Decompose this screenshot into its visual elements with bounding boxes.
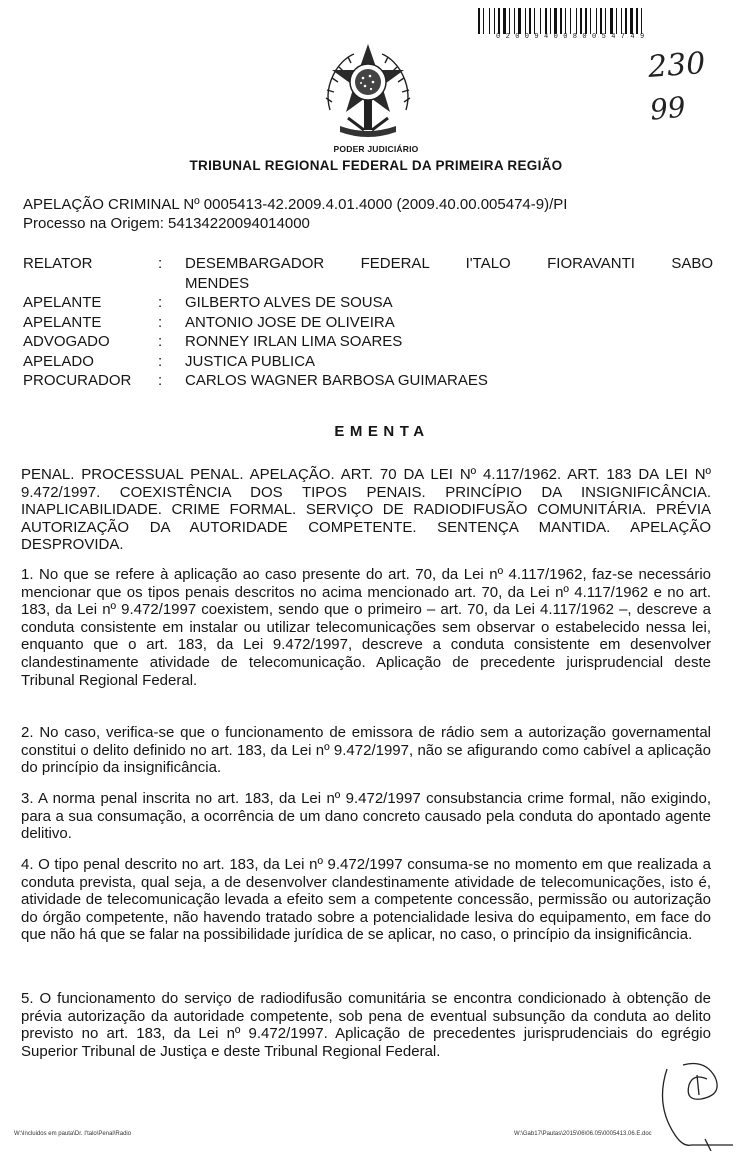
barcode-bar: [536, 8, 539, 34]
barcode-bar: [621, 8, 622, 34]
barcode-bar: [542, 8, 544, 34]
barcode-bar: [554, 8, 557, 34]
barcode-bar: [607, 8, 609, 34]
party-separator: :: [158, 294, 163, 311]
party-separator: :: [158, 255, 163, 272]
party-name: ANTONIO JOSE DE OLIVEIRA: [185, 313, 395, 331]
barcode-bar: [548, 8, 549, 34]
barcode: [478, 8, 716, 34]
party-role: PROCURADOR: [23, 372, 132, 389]
barcode-bar: [639, 8, 640, 34]
party-row-apelante: [23, 313, 713, 333]
party-role: RELATOR: [23, 255, 93, 272]
barcode-bar: [481, 8, 482, 34]
barcode-bar: [596, 8, 597, 34]
ementa-paragraph: 4. O tipo penal descrito no art. 183, da Lei nº 9.472/1997 consuma-se no momento em que realizada a conduta prevista, qual seja, a de desenvolver clandestinamente atividade de telecomunicações, isto é, atividade de telecomunicação levada a efeito sem a competente concessão, permissão ou autorização do órgão competente, não havendo tratado sobre a potencialidade lesiva do equipamento, em face do que não há que se falar na possibilidade jurídica de se aplicar, no caso, o princípio da insignificância.: [21, 856, 711, 944]
handwritten-page-number: 230: [646, 46, 707, 85]
barcode-bar: [525, 8, 526, 34]
barcode-bar: [550, 8, 551, 34]
barcode-bar: [534, 8, 535, 34]
barcode-bar: [545, 8, 547, 34]
barcode-digits: 0200940080054749: [496, 33, 650, 41]
barcode-bar: [565, 8, 566, 34]
party-name: CARLOS WAGNER BARBOSA GUIMARAES: [185, 372, 488, 389]
barcode-bar: [585, 8, 587, 34]
barcode-bar: [496, 8, 497, 34]
barcode-bar: [527, 8, 528, 34]
party-name: DESEMBARGADOR FEDERAL I'TALO FIORAVANTI SABO: [185, 255, 713, 272]
barcode-bar: [501, 8, 502, 34]
barcode-bar: [498, 8, 500, 34]
barcode-bar: [625, 8, 627, 34]
barcode-bar: [560, 8, 562, 34]
party-role: APELANTE: [23, 313, 102, 331]
coat-of-arms-emblem: [320, 40, 416, 144]
barcode-bar: [603, 8, 604, 34]
barcode-bar: [576, 8, 577, 34]
barcode-bar: [489, 8, 490, 34]
barcode-bar: [643, 8, 645, 34]
barcode-bar: [605, 8, 606, 34]
barcode-bar: [558, 8, 559, 34]
barcode-bar: [483, 8, 484, 34]
parties-table: [23, 254, 713, 391]
ementa-paragraph: 1. No que se refere à aplicação ao caso presente do art. 70, da Lei nº 4.117/1962, faz-se necessário mencionar que os tipos penais descritos no acima mencionado art. 70, da Lei nº 4.117/1962 e no art. 183, da Lei nº 9.472/1997 coexistem, sendo que o primeiro – art. 70, da Lei 4.117/1962 –, descreve a conduta consistente em instalar ou utilizar telecomunicações sem observar o estabelecido nessa lei, enquanto que o art. 183, da Lei 9.472/1997, descreve a conduta consistente em desenvolver clandestinamente atividade de telecomunicação. Aplicação de precedente jurisprudencial deste Tribunal Regional Federal.: [21, 566, 711, 689]
barcode-bar: [514, 8, 515, 34]
barcode-bar: [610, 8, 613, 34]
handwritten-mark: 99: [648, 90, 688, 127]
court-name: TRIBUNAL REGIONAL FEDERAL DA PRIMEIRA REGIÃO: [189, 158, 563, 173]
party-row-apelado: [23, 352, 713, 372]
party-separator: :: [158, 352, 163, 370]
party-row-relator: [23, 254, 713, 274]
barcode-bar: [580, 8, 582, 34]
party-separator: :: [158, 333, 163, 350]
barcode-bar: [563, 8, 564, 34]
party-separator: :: [158, 372, 163, 389]
barcode-bar: [641, 8, 642, 34]
party-role: APELANTE: [23, 294, 102, 311]
party-row-advogado: [23, 332, 713, 352]
barcode-bar: [494, 8, 495, 34]
barcode-bar: [590, 8, 591, 34]
barcode-bar: [509, 8, 510, 34]
barcode-bar: [567, 8, 569, 34]
barcode-bar: [503, 8, 506, 34]
barcode-bar: [570, 8, 571, 34]
footer-file-path-right: W:\Gab17\Pautas\2015\06\06.05\0005413.06.E.doc: [514, 1131, 652, 1137]
barcode-bar: [636, 8, 638, 34]
barcode-bar: [485, 8, 488, 34]
ementa-summary: PENAL. PROCESSUAL PENAL. APELAÇÃO. ART. 70 DA LEI Nº 4.117/1962. ART. 183 DA LEI Nº 9.472/1997. COEXISTÊNCIA DOS TIPOS PENAIS. PRINCÍPIO DA INSIGNIFICÂNCIA. INAPLICABILIDADE. CRIME FORMAL. SERVIÇO DE RADIODIFUSÃO COMUNITÁRIA. PRÉVIA AUTORIZAÇÃO DA AUTORIDADE COMPETENTE. SENTENÇA MANTIDA. APELAÇÃO DESPROVIDA.: [21, 466, 711, 554]
institution-line: PODER JUDICIÁRIO: [333, 144, 419, 154]
barcode-bar: [529, 8, 531, 34]
barcode-bar: [540, 8, 541, 34]
origin-process-number: Processo na Origem: 54134220094014000: [23, 215, 310, 232]
barcode-bar: [583, 8, 584, 34]
party-name: JUSTICA PUBLICA: [185, 352, 316, 370]
barcode-bar: [634, 8, 635, 34]
barcode-bar: [511, 8, 513, 34]
section-title-ementa: EMENTA: [334, 423, 430, 440]
barcode-bar: [588, 8, 589, 34]
party-name: GILBERTO ALVES DE SOUSA: [185, 294, 393, 311]
barcode-bar: [600, 8, 602, 34]
ementa-paragraph: 5. O funcionamento do serviço de radiodifusão comunitária se encontra condicionado à obtenção de prévia autorização da autoridade competente, sob pena de eventual subsunção da conduta ao delito previsto no art. 183, da Lei nº 9.472/1997. Aplicação de precedentes jurisprudenciais do egrégio Superior Tribunal de Justiça e deste Tribunal Regional Federal.: [21, 990, 711, 1060]
handwritten-signature: [655, 1055, 737, 1151]
party-row-relator-cont: [23, 274, 713, 294]
barcode-bar: [516, 8, 517, 34]
party-row-apelante: [23, 293, 713, 313]
party-role: ADVOGADO: [23, 333, 110, 350]
barcode-bar: [491, 8, 493, 34]
barcode-bar: [552, 8, 553, 34]
barcode-bar: [478, 8, 480, 34]
party-separator: :: [158, 313, 163, 331]
party-role: APELADO: [23, 352, 94, 370]
party-name-continuation: MENDES: [185, 274, 250, 292]
barcode-bar: [630, 8, 633, 34]
ementa-paragraph: 3. A norma penal inscrita no art. 183, da Lei nº 9.472/1997 consubstancia crime formal, não exigindo, para a sua consumação, a ocorrência de um dano concreto causado pela conduta do apontado agente delitivo.: [21, 790, 711, 843]
barcode-bar: [598, 8, 599, 34]
barcode-bar: [572, 8, 575, 34]
barcode-bar: [628, 8, 629, 34]
barcode-bar: [616, 8, 617, 34]
barcode-bar: [618, 8, 620, 34]
barcode-bar: [532, 8, 533, 34]
barcode-bar: [623, 8, 624, 34]
footer-file-path-left: W:\Incluidos em pauta\Dr. I'talo\Penal\Radio: [14, 1131, 132, 1137]
party-row-procurador: [23, 371, 713, 391]
barcode-bar: [518, 8, 521, 34]
barcode-bar: [578, 8, 579, 34]
party-name: RONNEY IRLAN LIMA SOARES: [185, 333, 403, 350]
barcode-bar: [507, 8, 508, 34]
barcode-bar: [592, 8, 595, 34]
barcode-bar: [614, 8, 615, 34]
case-number: APELAÇÃO CRIMINAL Nº 0005413-42.2009.4.01.4000 (2009.40.00.005474-9)/PI: [23, 196, 568, 213]
barcode-bar: [522, 8, 524, 34]
ementa-paragraph: 2. No caso, verifica-se que o funcionamento de emissora de rádio sem a autorização governamental constitui o delito definido no art. 183, da Lei nº 9.472/1997, não se afigurando como cabível a aplicação do princípio da insignificância.: [21, 724, 711, 777]
